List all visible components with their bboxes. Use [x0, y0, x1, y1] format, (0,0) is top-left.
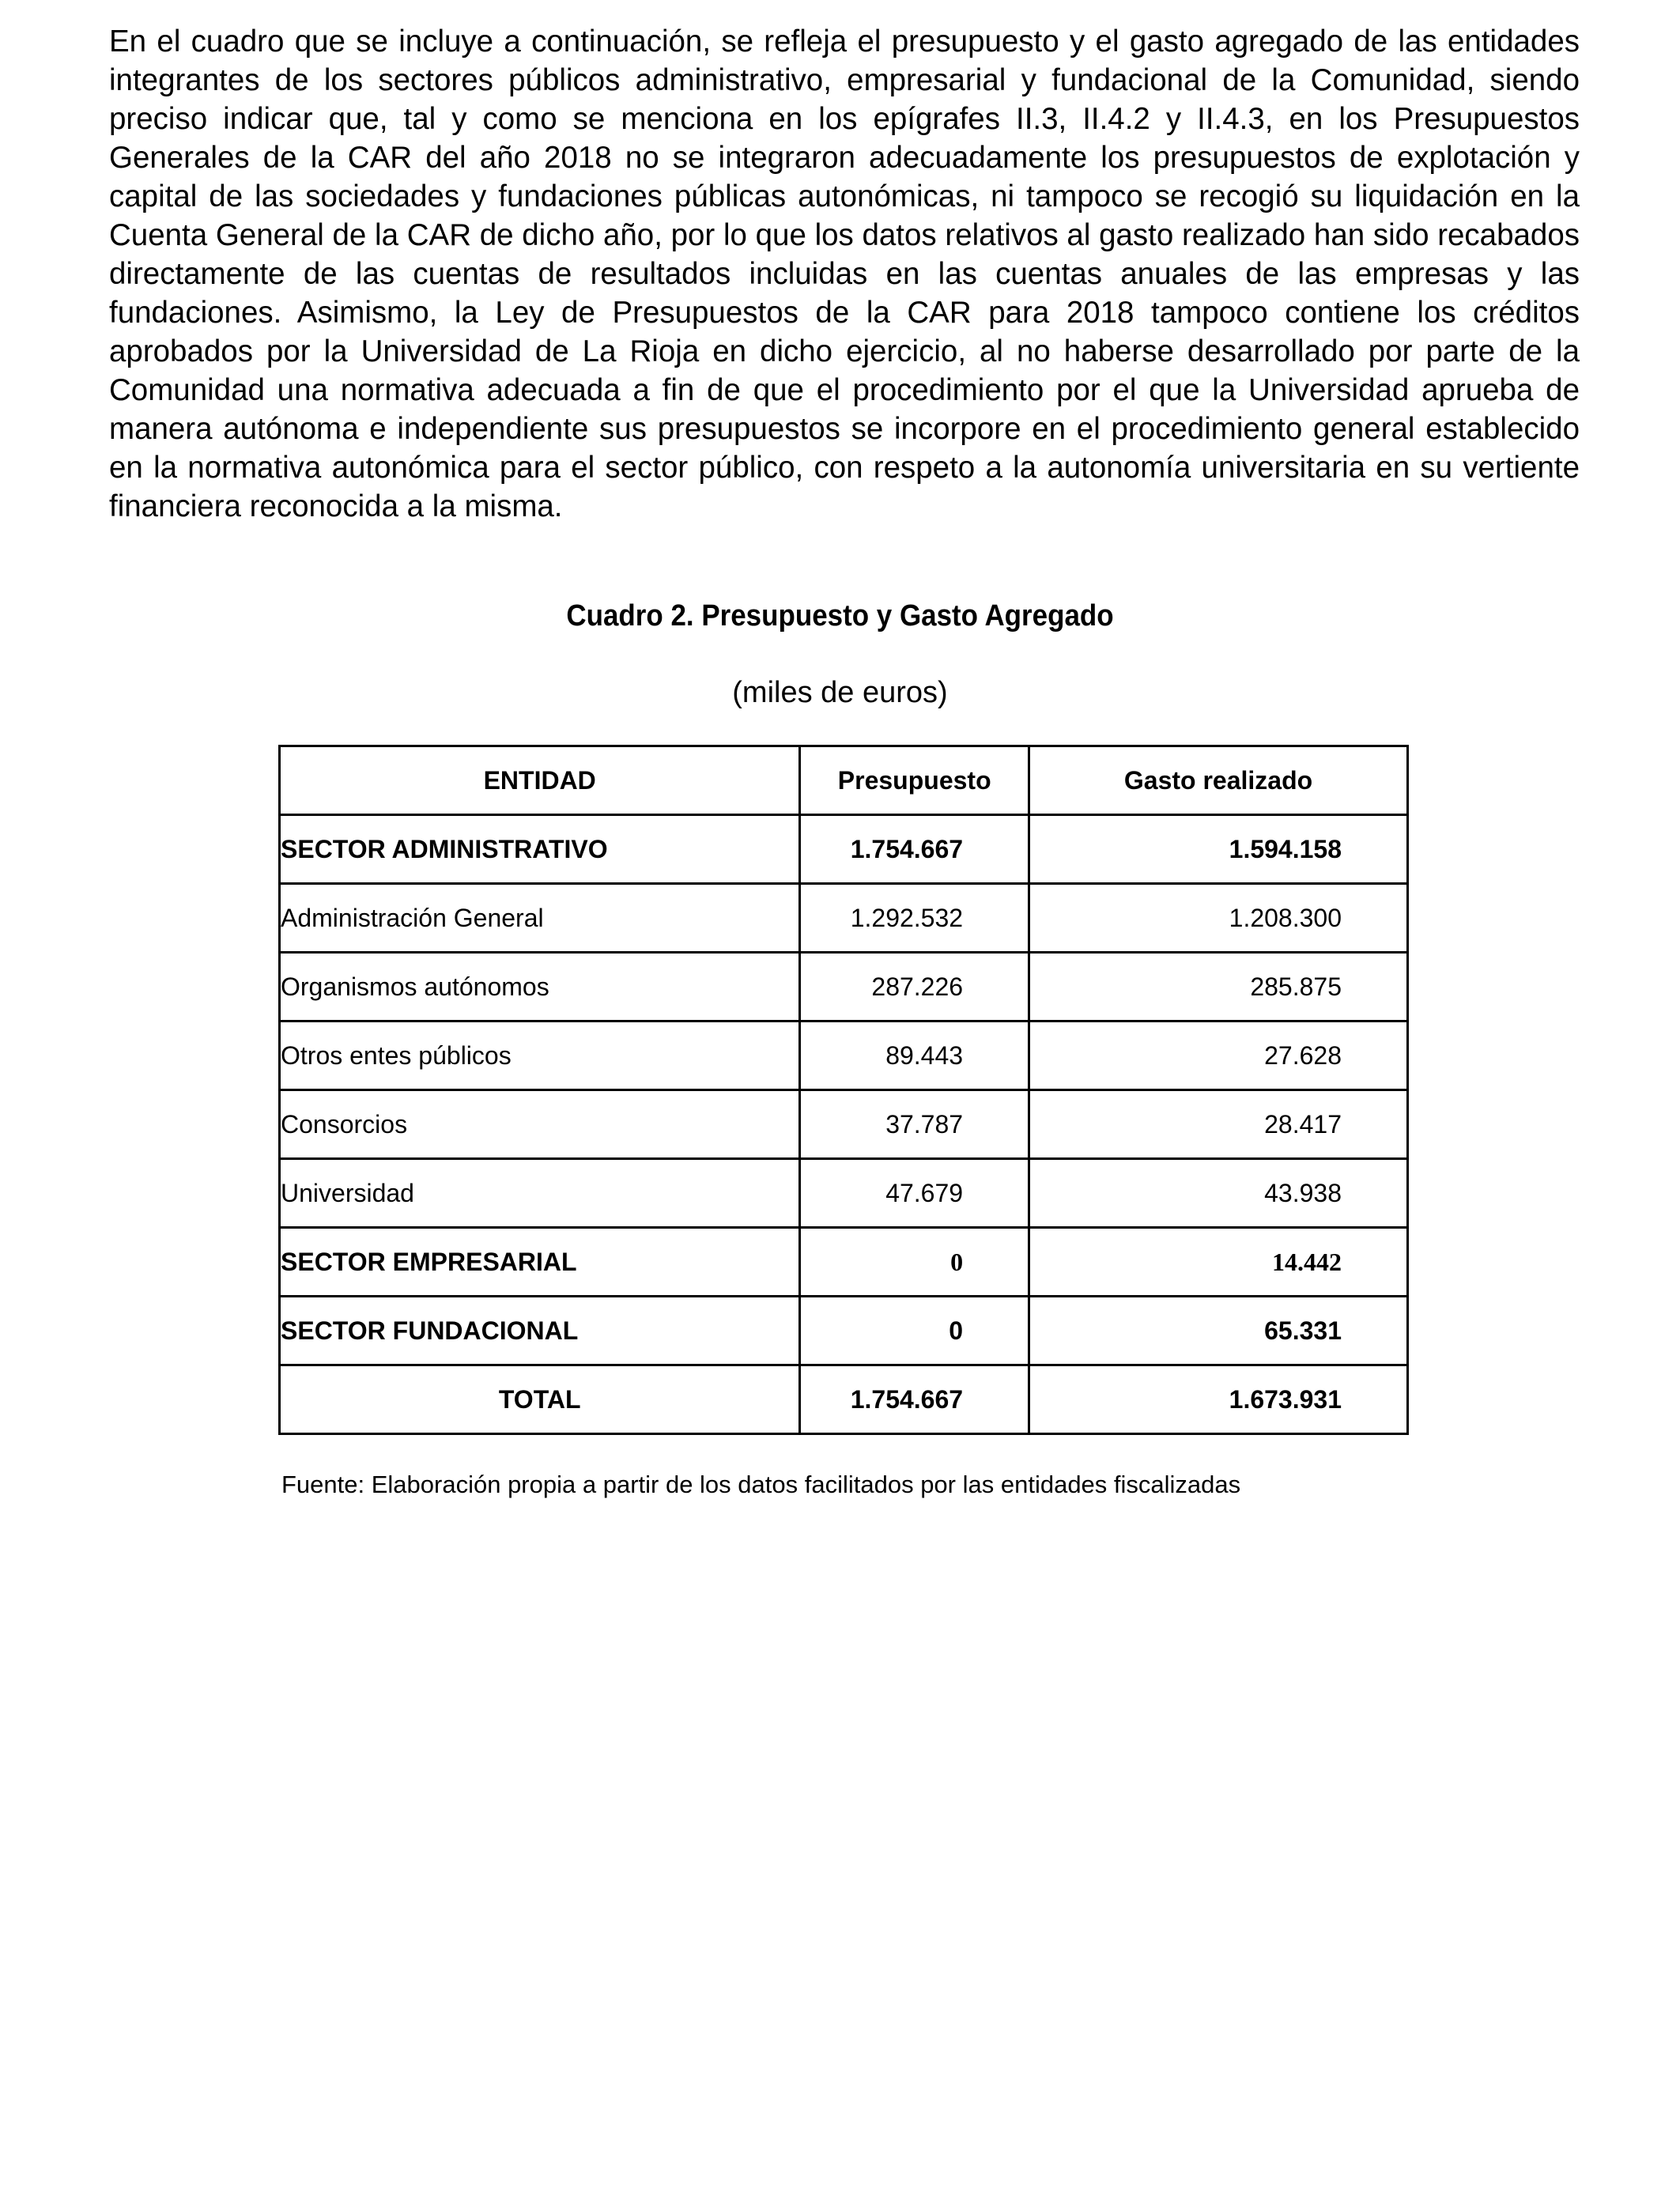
- row-budget: 1.754.667: [800, 815, 1029, 884]
- row-entity: Administración General: [280, 884, 800, 953]
- row-spent: 27.628: [1029, 1021, 1408, 1090]
- table-row: [280, 1021, 1408, 1090]
- header-entity: ENTIDAD: [280, 746, 800, 815]
- row-spent: 43.938: [1029, 1159, 1408, 1228]
- row-budget: 47.679: [800, 1159, 1029, 1228]
- table-header-row: [280, 746, 1408, 815]
- row-budget: 0: [800, 1228, 1029, 1297]
- row-budget: 287.226: [800, 953, 1029, 1021]
- budget-table: [278, 745, 1409, 1435]
- source-note: Fuente: Elaboración propia a partir de los datos facilitados por las entidades fiscalizadas: [281, 1471, 1241, 1498]
- row-entity: Organismos autónomos: [280, 953, 800, 1021]
- row-spent: 65.331: [1029, 1297, 1408, 1365]
- row-spent: 14.442: [1029, 1228, 1408, 1297]
- total-spent: 1.673.931: [1029, 1365, 1408, 1434]
- row-entity: Consorcios: [280, 1090, 800, 1159]
- row-spent: 1.594.158: [1029, 815, 1408, 884]
- total-budget: 1.754.667: [800, 1365, 1029, 1434]
- table-units: (miles de euros): [732, 676, 948, 709]
- table-row: [280, 1159, 1408, 1228]
- row-spent: 28.417: [1029, 1090, 1408, 1159]
- row-budget: 89.443: [800, 1021, 1029, 1090]
- table-row: [280, 1228, 1408, 1297]
- table-total-row: [280, 1365, 1408, 1434]
- row-budget: 37.787: [800, 1090, 1029, 1159]
- row-entity: Universidad: [280, 1159, 800, 1228]
- table-row: [280, 884, 1408, 953]
- row-spent: 285.875: [1029, 953, 1408, 1021]
- table-title: Cuadro 2. Presupuesto y Gasto Agregado: [566, 599, 1114, 633]
- row-entity: SECTOR EMPRESARIAL: [280, 1228, 800, 1297]
- row-entity: SECTOR ADMINISTRATIVO: [280, 815, 800, 884]
- row-spent: 1.208.300: [1029, 884, 1408, 953]
- row-entity: SECTOR FUNDACIONAL: [280, 1297, 800, 1365]
- row-entity: Otros entes públicos: [280, 1021, 800, 1090]
- table-row: [280, 953, 1408, 1021]
- table-row: [280, 815, 1408, 884]
- row-budget: 0: [800, 1297, 1029, 1365]
- header-budget: Presupuesto: [800, 746, 1029, 815]
- total-label: TOTAL: [280, 1365, 800, 1434]
- table-row: [280, 1297, 1408, 1365]
- header-spent: Gasto realizado: [1029, 746, 1408, 815]
- intro-paragraph: En el cuadro que se incluye a continuación, se refleja el presupuesto y el gasto agregado de las entidades integrantes de los sectores públicos administrativo, empresarial y fundacional de la Comunidad, siendo preciso indicar que, tal y como se menciona en los epígrafes II.3, II.4.2 y II.4.3, en los Presupuestos Generales de la CAR del año 2018 no se integraron adecuadamente los presupuestos de explotación y capital de las sociedades y fundaciones públicas autonómicas, ni tampoco se recogió su liquidación en la Cuenta General de la CAR de dicho año, por lo que los datos relativos al gasto realizado han sido recabados directamente de las cuentas de resultados incluidas en las cuentas anuales de las empresas y las fundaciones. Asimismo, la Ley de Presupuestos de la CAR para 2018 tampoco contiene los créditos aprobados por la Universidad de La Rioja en dicho ejercicio, al no haberse desarrollado por parte de la Comunidad una normativa adecuada a fin de que el procedimiento por el que la Universidad aprueba de manera autónoma e independiente sus presupuestos se incorpore en el procedimiento general establecido en la normativa autonómica para el sector público, con respeto a la autonomía universitaria en su vertiente financiera reconocida a la misma.: [109, 25, 1580, 523]
- table-row: [280, 1090, 1408, 1159]
- row-budget: 1.292.532: [800, 884, 1029, 953]
